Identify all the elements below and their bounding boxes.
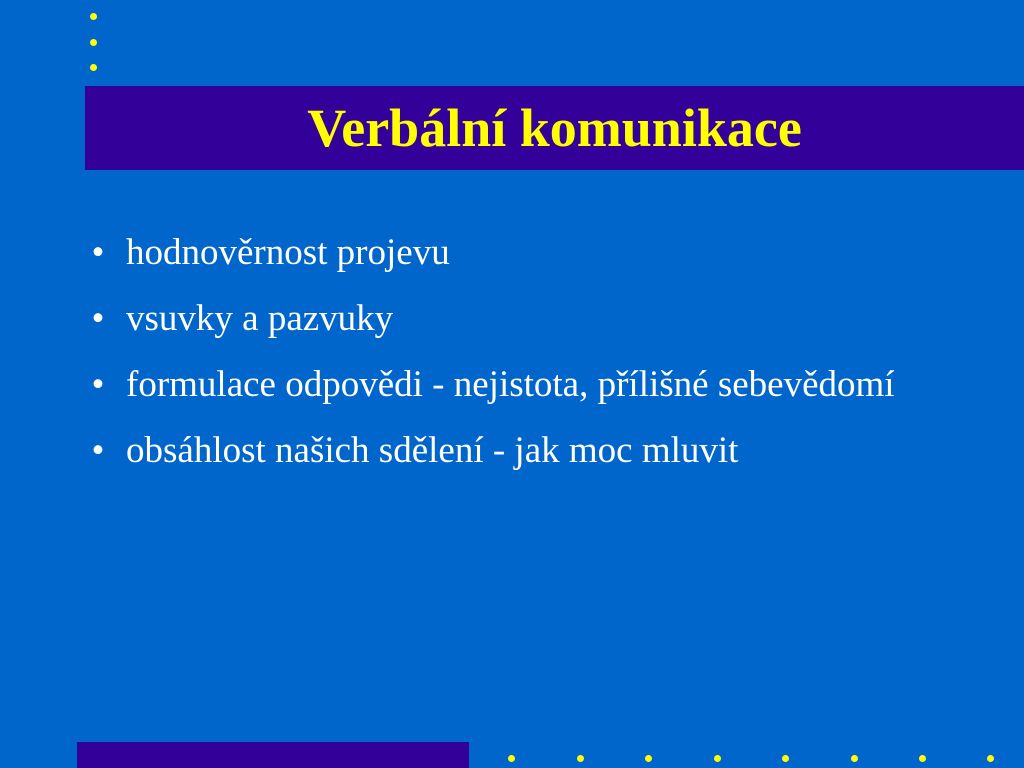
bullet-icon: • [91, 364, 105, 405]
decor-dot [987, 755, 994, 762]
bullet-text: obsáhlost našich sdělení - jak moc mluvit [126, 430, 739, 471]
bullet-item [88, 428, 988, 474]
decor-dot [714, 755, 721, 762]
bullet-icon: • [91, 430, 105, 471]
bullet-icon: • [91, 298, 105, 339]
bullet-item [88, 362, 988, 408]
title-bar [85, 86, 1024, 170]
decor-dot [90, 64, 97, 71]
decor-dot [851, 755, 858, 762]
bullet-icon: • [91, 232, 105, 273]
bullet-list [88, 230, 988, 494]
slide-title: Verbální komunikace [307, 98, 802, 158]
bullet-item [88, 230, 988, 276]
decor-dot [919, 755, 926, 762]
decor-dot [90, 39, 97, 46]
decor-dot [90, 13, 97, 20]
decor-dot [577, 755, 584, 762]
bullet-text: vsuvky a pazvuky [126, 298, 394, 339]
decor-dot [645, 755, 652, 762]
bullet-text: formulace odpovědi - nejistota, přílišné sebevědomí [126, 364, 895, 405]
bullet-item [88, 296, 988, 342]
footer-bar [77, 742, 469, 768]
decor-dot [782, 755, 789, 762]
decor-dot [508, 755, 515, 762]
bullet-text: hodnověrnost projevu [126, 232, 450, 273]
